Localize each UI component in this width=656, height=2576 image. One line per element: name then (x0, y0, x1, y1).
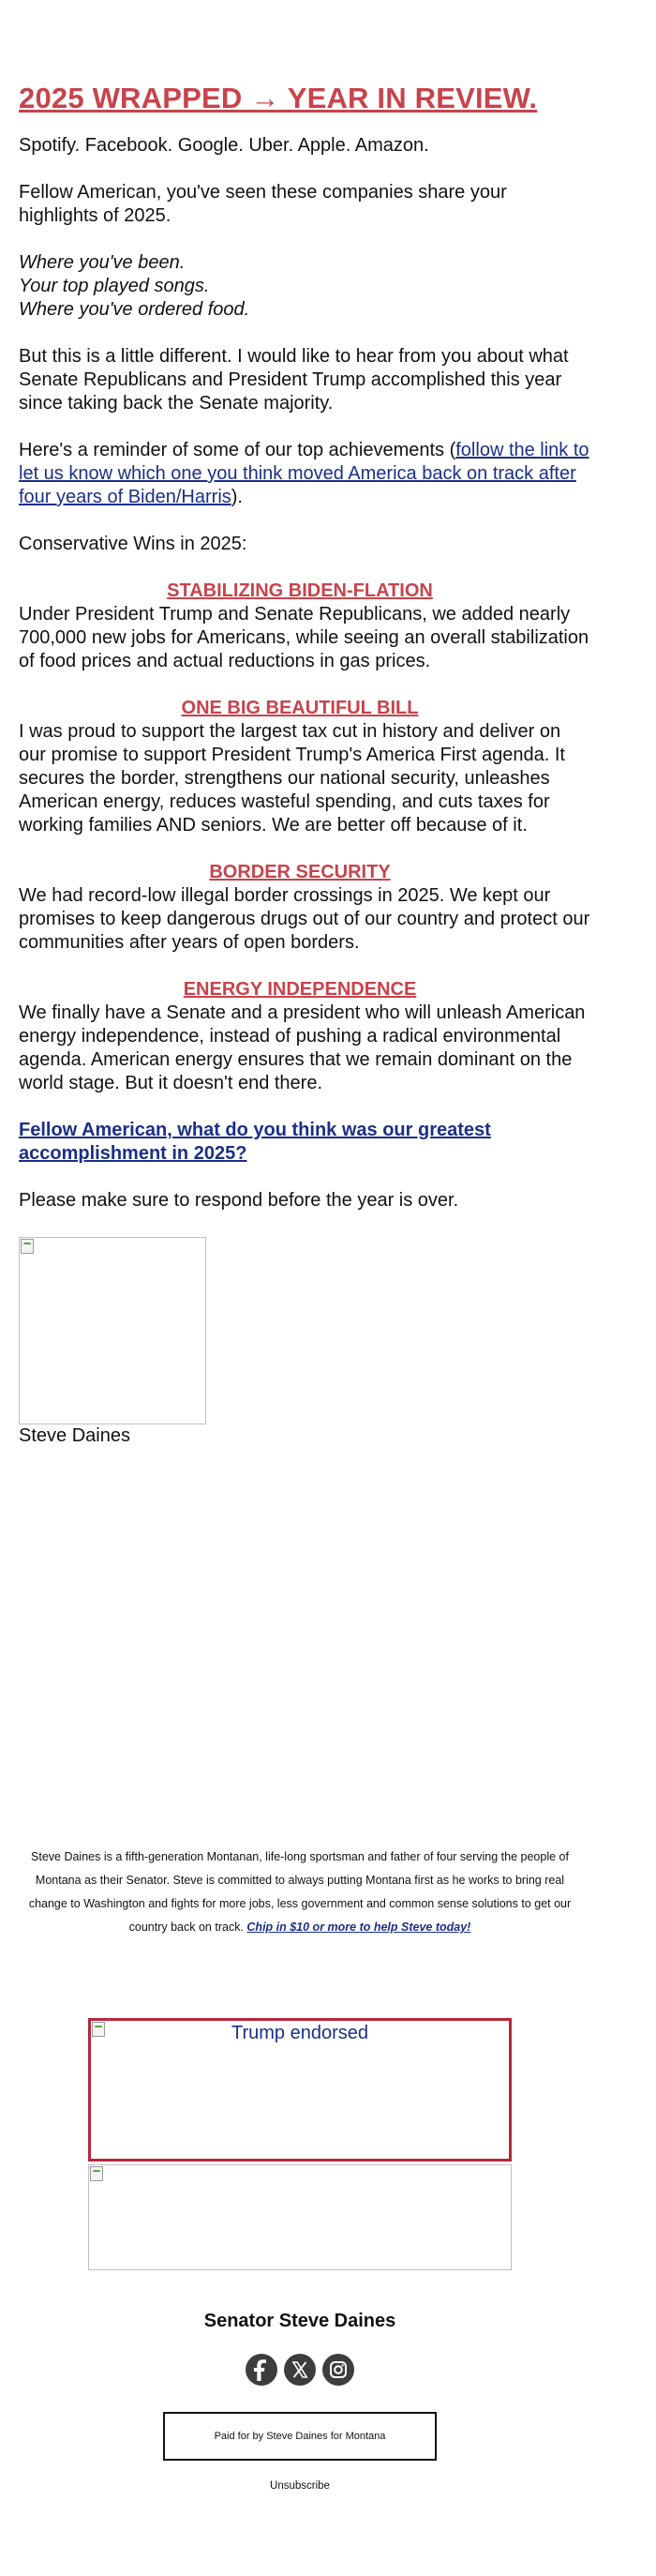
italic-line-2: Your top played songs. (19, 276, 210, 296)
signature-name: Steve Daines (19, 1425, 130, 1446)
unsubscribe-link[interactable]: Unsubscribe (270, 2480, 330, 2492)
trump-endorsed-alt-text: Trump endorsed (231, 2023, 368, 2043)
reminder-text-after: ). (231, 487, 243, 507)
section-heading-big-beautiful-bill[interactable]: ONE BIG BEAUTIFUL BILL (181, 698, 419, 718)
section-body-energy-independence: We finally have a Senate and a president who will unleash American energy independence, instead of pushing a radical environmental agenda. American energy ensures that we remain dominant on the world stage. But it doesn't end there. (19, 1002, 586, 1093)
italic-line-1: Where you've been. (19, 252, 186, 273)
greatest-accomplishment-link[interactable]: Fellow American, what do you think was our greatest accomplishment in 2025? (19, 1120, 491, 1164)
broken-image-icon (90, 2166, 103, 2181)
trump-endorsed-image[interactable] (88, 2018, 512, 2162)
signature-image (19, 1237, 206, 1424)
section-body-bidenflation: Under President Trump and Senate Republicans, we added nearly 700,000 new jobs for Americans, while seeing an overall stabilization of food prices and actual reductions in gas prices. (19, 604, 589, 671)
reminder-paragraph (19, 439, 590, 509)
donate-link[interactable]: Chip in $10 or more to help Steve today! (246, 1921, 471, 1934)
paid-for-text: Paid for by Steve Daines for Montana (214, 2431, 386, 2442)
different-paragraph: But this is a little different. I would like to hear from you about what Senate Republicans and President Trump accomplished this year since taking back the Senate majority. (19, 346, 569, 414)
footer-banner-image (88, 2164, 512, 2270)
seen-paragraph: Fellow American, you've seen these companies share your highlights of 2025. (19, 182, 507, 226)
respond-line: Please make sure to respond before the year is over. (19, 1190, 459, 1211)
section-body-big-beautiful-bill: I was proud to support the largest tax cut in history and deliver on our promise to support President Trump's America First agenda. It secures the border, strengthens our national security, unleashes American energy, reduces wasteful spending, and cuts taxes for working families AND seniors. We are better off because of it. (19, 721, 565, 836)
achievements-survey-link[interactable]: follow the link to let us know which one you think moved America back on track after four years of Biden/Harris (19, 440, 589, 507)
facebook-icon[interactable] (246, 2354, 277, 2386)
section-heading-border-security[interactable]: BORDER SECURITY (209, 862, 391, 882)
companies-line: Spotify. Facebook. Google. Uber. Apple. Amazon. (19, 135, 429, 156)
social-links (246, 2354, 354, 2386)
broken-image-icon (21, 1239, 34, 1254)
wins-heading: Conservative Wins in 2025: (19, 534, 247, 554)
section-heading-energy-independence[interactable]: ENERGY INDEPENDENCE (183, 979, 417, 1000)
bio-text: Steve Daines is a fifth-generation Montanan, life-long sportsman and father of four serving the people of Montana as their Senator. Steve is committed to always putting Montana first as he works to bring real change to Washington and fights for more jobs, less government and common sense solutions to get our country back on track. (28, 1850, 572, 1934)
section-heading-bidenflation[interactable]: STABILIZING BIDEN-FLATION (167, 580, 433, 601)
paid-for-box (163, 2412, 437, 2461)
section-body-border-security: We had record-low illegal border crossings in 2025. We kept our promises to keep dangerous drugs out of our country and protect our communities after years of open borders. (19, 885, 590, 953)
email-title[interactable]: 2025 WRAPPED → YEAR IN REVIEW. (19, 82, 538, 114)
senator-name: Senator Steve Daines (203, 2311, 396, 2331)
x-icon[interactable] (284, 2354, 316, 2386)
bio-paragraph (19, 1845, 581, 1939)
reminder-text-before: Here's a reminder of some of our top achievements ( (19, 440, 456, 460)
broken-image-icon (92, 2022, 105, 2037)
instagram-icon[interactable] (322, 2354, 354, 2386)
italic-line-3: Where you've ordered food. (19, 299, 250, 320)
